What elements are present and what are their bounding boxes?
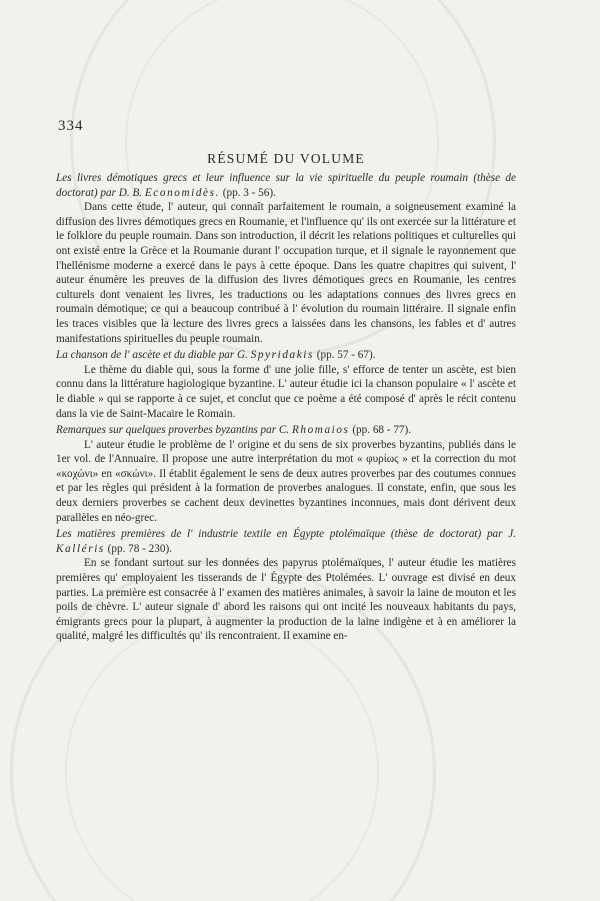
section-body: Le thème du diable qui, sous la forme d' une jolie fille, s' efforce de tenter un ascète, est bien connu dans la littérature hagiologique byzantine. L' auteur étudie ici la chanson populaire « l' ascète et le diable » qui se rapporte à ce sujet, et conclut que ce poème a été composé d' après le récit contenu dans la vie de Saint-Macaire le Romain. bbox=[56, 363, 516, 420]
document-page bbox=[56, 118, 516, 644]
heading-text: Les matières premières de l' industrie textile en Égypte ptolémaïque (thèse de doctorat) par J. bbox=[56, 528, 516, 541]
heading-author: Kalléris bbox=[56, 542, 105, 555]
page-number: 334 bbox=[58, 118, 84, 134]
section-economides bbox=[56, 171, 516, 346]
heading-author: Economidès. bbox=[144, 186, 220, 199]
section-heading bbox=[56, 171, 516, 200]
section-rhomaios bbox=[56, 423, 516, 525]
heading-author: Spyridakis bbox=[250, 349, 314, 362]
section-heading bbox=[56, 348, 516, 363]
heading-pages: (pp. 57 - 67). bbox=[316, 349, 376, 362]
heading-pages: (pp. 3 - 56). bbox=[222, 186, 276, 199]
watermark-seal-bottom-inner bbox=[65, 615, 379, 901]
page-title: RÉSUMÉ DU VOLUME bbox=[207, 151, 365, 166]
section-heading bbox=[56, 423, 516, 438]
heading-author: Rhomaios bbox=[291, 424, 350, 437]
heading-pages: (pp. 68 - 77). bbox=[352, 424, 412, 437]
section-kalleris bbox=[56, 527, 516, 644]
heading-text: La chanson de l' ascète et du diable par G. bbox=[56, 349, 248, 362]
section-body: L' auteur étudie le problème de l' origine et du sens de six proverbes byzantins, publiés dans le 1er vol. de l'Annuaire. Il propose une autre interprétation du mot « φυρίως » et la correction du mot «κοχώνι» en «σκώνι». Il établit également le sens de deux autres proverbes par des coutumes connues et par les règles qui président à la formation de proverbes analogues. Il constate, enfin, que sous les deux derniers proverbes se cachent deux devinettes byzantines inconnues, mais dont dérivent deux parallèles en néo-grec. bbox=[56, 438, 516, 524]
heading-pages: (pp. 78 - 230). bbox=[107, 542, 172, 555]
heading-text: Remarques sur quelques proverbes byzantins par C. bbox=[56, 424, 290, 437]
heading-text: Les livres démotiques grecs et leur influence sur la vie spirituelle du peuple roumain (thèse de doctorat) par D. B. bbox=[56, 172, 516, 199]
section-body: En se fondant surtout sur les données des papyrus ptolémaïques, l' auteur étudie les matières premières qu' employaient les tisserands de l' Égypte des Ptolémées. L' ouvrage est divisé en deux parties. La première est consacrée à l' examen des matières animales, à savoir la laine de mouton et les poils de chèvre. L' auteur signale d' abord les raisons qui ont incité les nouveaux habitants du pays, émigrants grecs pour la plupart, à augmenter la production de la laine indigène et à en améliorer la qualité, malgré les difficultés qu' ils rencontraient. Il examine en- bbox=[56, 557, 516, 643]
section-heading bbox=[56, 527, 516, 556]
section-spyridakis bbox=[56, 348, 516, 421]
section-body: Dans cette étude, l' auteur, qui connaît parfaitement le roumain, a soigneusement examiné la diffusion des livres démotiques grecs en Roumanie, et l'influence qu' ils ont exercée sur la littérature et le folklore du peuple roumain. Dans son introduction, il décrit les relations politiques et culturelles qui ont existé entre la Grèce et la Roumanie durant l' occupation turque, et il signale le rayonnement que l'hellénisme moderne a exercé dans le pays à cette époque. Dans les quatre chapitres qui suivent, l' auteur énumère les preuves de la diffusion des livres démotiques grecs en Roumanie, les centres culturels dont venaient les livres, les traductions ou les adaptations connues des livres grecs en roumain démotique; ce qui a beaucoup contribué à l' évolution du roumain littéraire. Il signale enfin les traces visibles que la lecture des livres grecs a laissées dans les chansons, les fables et d' autres manifestations spirituelles du peuple roumain. bbox=[56, 201, 516, 345]
